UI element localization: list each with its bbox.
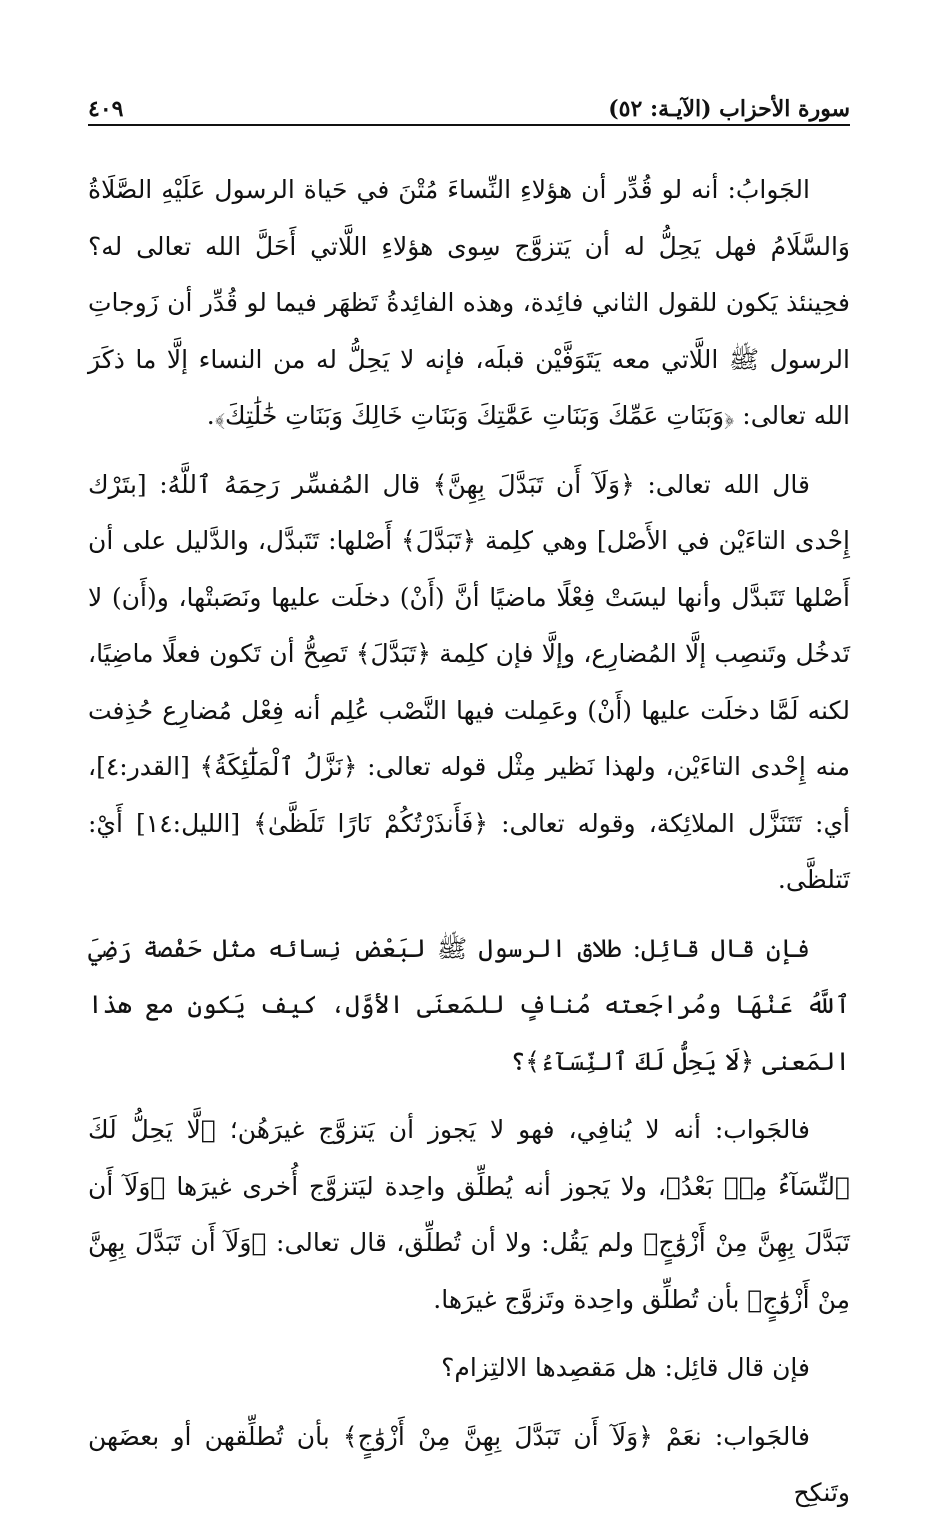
page-header	[88, 86, 850, 122]
page-number: ٤٠٩	[88, 96, 124, 122]
paragraph-question-commitment: فإن قال قائِل: هل مَقصِدها الالتِزام؟	[441, 1353, 810, 1382]
surah-title: سورة الأحزاب (الآيـة: ٥٢)	[608, 96, 850, 122]
page-body	[88, 162, 850, 1534]
paragraph-tabaddal-grammar: قال الله تعالى: ﴿وَلَآ أَن تَبَدَّلَ بِهِنَّ﴾ قال المُفسِّر رَحِمَهُ ٱللَّهُ: [بتَرْك إِحْدى التاءَيْن في الأَصْل] وهي كلِمة ﴿تَبَدَّلَ﴾ أَصْلها: تَتَبدَّل، والدَّليل على أن أَصْلها تَتَبدَّل وأنها ليسَتْ فِعْلًا ماضيًا أنَّ (أَنْ) دخلَت عليها ونَصَبتْها، و(أَن) لا تَدخُل وتَنصِب إلَّا المُضارِع، وإلَّا فإن كلِمة ﴿تَبَدَّلَ﴾ تَصِحُّ أن تَكون فعلًا ماضِيًا، لكنه لَمَّا دخلَت عليها (أَنْ) وعَمِلت فيها النَّصْب عُلِم أنه فِعْل مُضارِع حُذِفت منه إِحْدى التاءَيْن، ولهذا نَظير مِثْل قوله تعالى: ﴿نَزَّلُ ٱلْمَلَٰٓئِكَةُ﴾ [القدر:٤]، أي: تَتَنَزَّل الملائِكة، وقوله تعالى: ﴿فَأَنذَرْتُكُمْ نَارًا تَلَظَّىٰ﴾ [الليل:١٤] أَيْ: تَتلظَّى.	[88, 469, 850, 894]
paragraph-answer-divorce: فالجَواب: أنه لا يُنافِي، فهو لا يَجوز أن يَتزوَّج غيرَهُن؛ ﴿لَّا يَحِلُّ لَكَ ٱلنِّسَآءُ مِنۢ بَعْدُ﴾، ولا يَجوز أنه يُطلِّق واحِدة ليَتزوَّج أُخرى غيرَها ﴿وَلَآ أَن تَبَدَّلَ بِهِنَّ مِنْ أَزْوَٰجٍ﴾ ولم يَقُل: ولا أن تُطلِّق، قال تعالى: ﴿وَلَآ أَن تَبَدَّلَ بِهِنَّ مِنْ أَزْوَٰجٍ﴾ بأن تُطلِّق واحِدة وتَزوَّج غيرَها.	[88, 1115, 850, 1314]
header-divider	[88, 124, 850, 126]
paragraph-answer-commitment: فالجَواب: نعَمْ ﴿وَلَآ أَن تَبَدَّلَ بِهِنَّ مِنْ أَزْوَٰجٍ﴾ بأن تُطلِّقهن أو بعضَهن وتَنكِح	[88, 1421, 850, 1507]
paragraph-answer-1: الجَوابُ: أنه لو قُدِّر أن هؤلاءِ النِّساءَ مُتْنَ في حَياة الرسول عَلَيْهِ الصَّلَاةُ وَالسَّلَامُ فهل يَحِلُّ له أن يَتزوَّج سِوى هؤلاءِ اللَّاتي أَحَلَّ الله تعالى له؟ فحِينئذ يَكون للقول الثاني فائِدة، وهذه الفائِدةُ تَظهَر فيما لو قُدِّر أن زَوجاتِ الرسول ﷺ اللَّاتي معه يَتَوَفَّيْن قبلَه، فإنه لا يَحِلُّ له من النساء إلَّا ما ذكَرَ الله تعالى: ﴿وَبَنَاتِ عَمِّكَ وَبَنَاتِ عَمَّٰتِكَ وَبَنَاتِ خَالِكَ وَبَنَاتِ خَٰلَٰتِكَ﴾.	[88, 175, 850, 430]
paragraph-question-divorce: فإن قال قائِل: طلاق الرسول ﷺ لبَعْض نِسائه مثل حَفْصة رَضِيَ ٱللَّهُ عَنْهَا ومُراجَعته مُنافٍ للمَعنَى الأوَّل، كيف يَكون مع هذا المَعنى ﴿لَا يَحِلُّ لَكَ ٱلنِّسَآءُ﴾؟	[88, 933, 850, 1076]
